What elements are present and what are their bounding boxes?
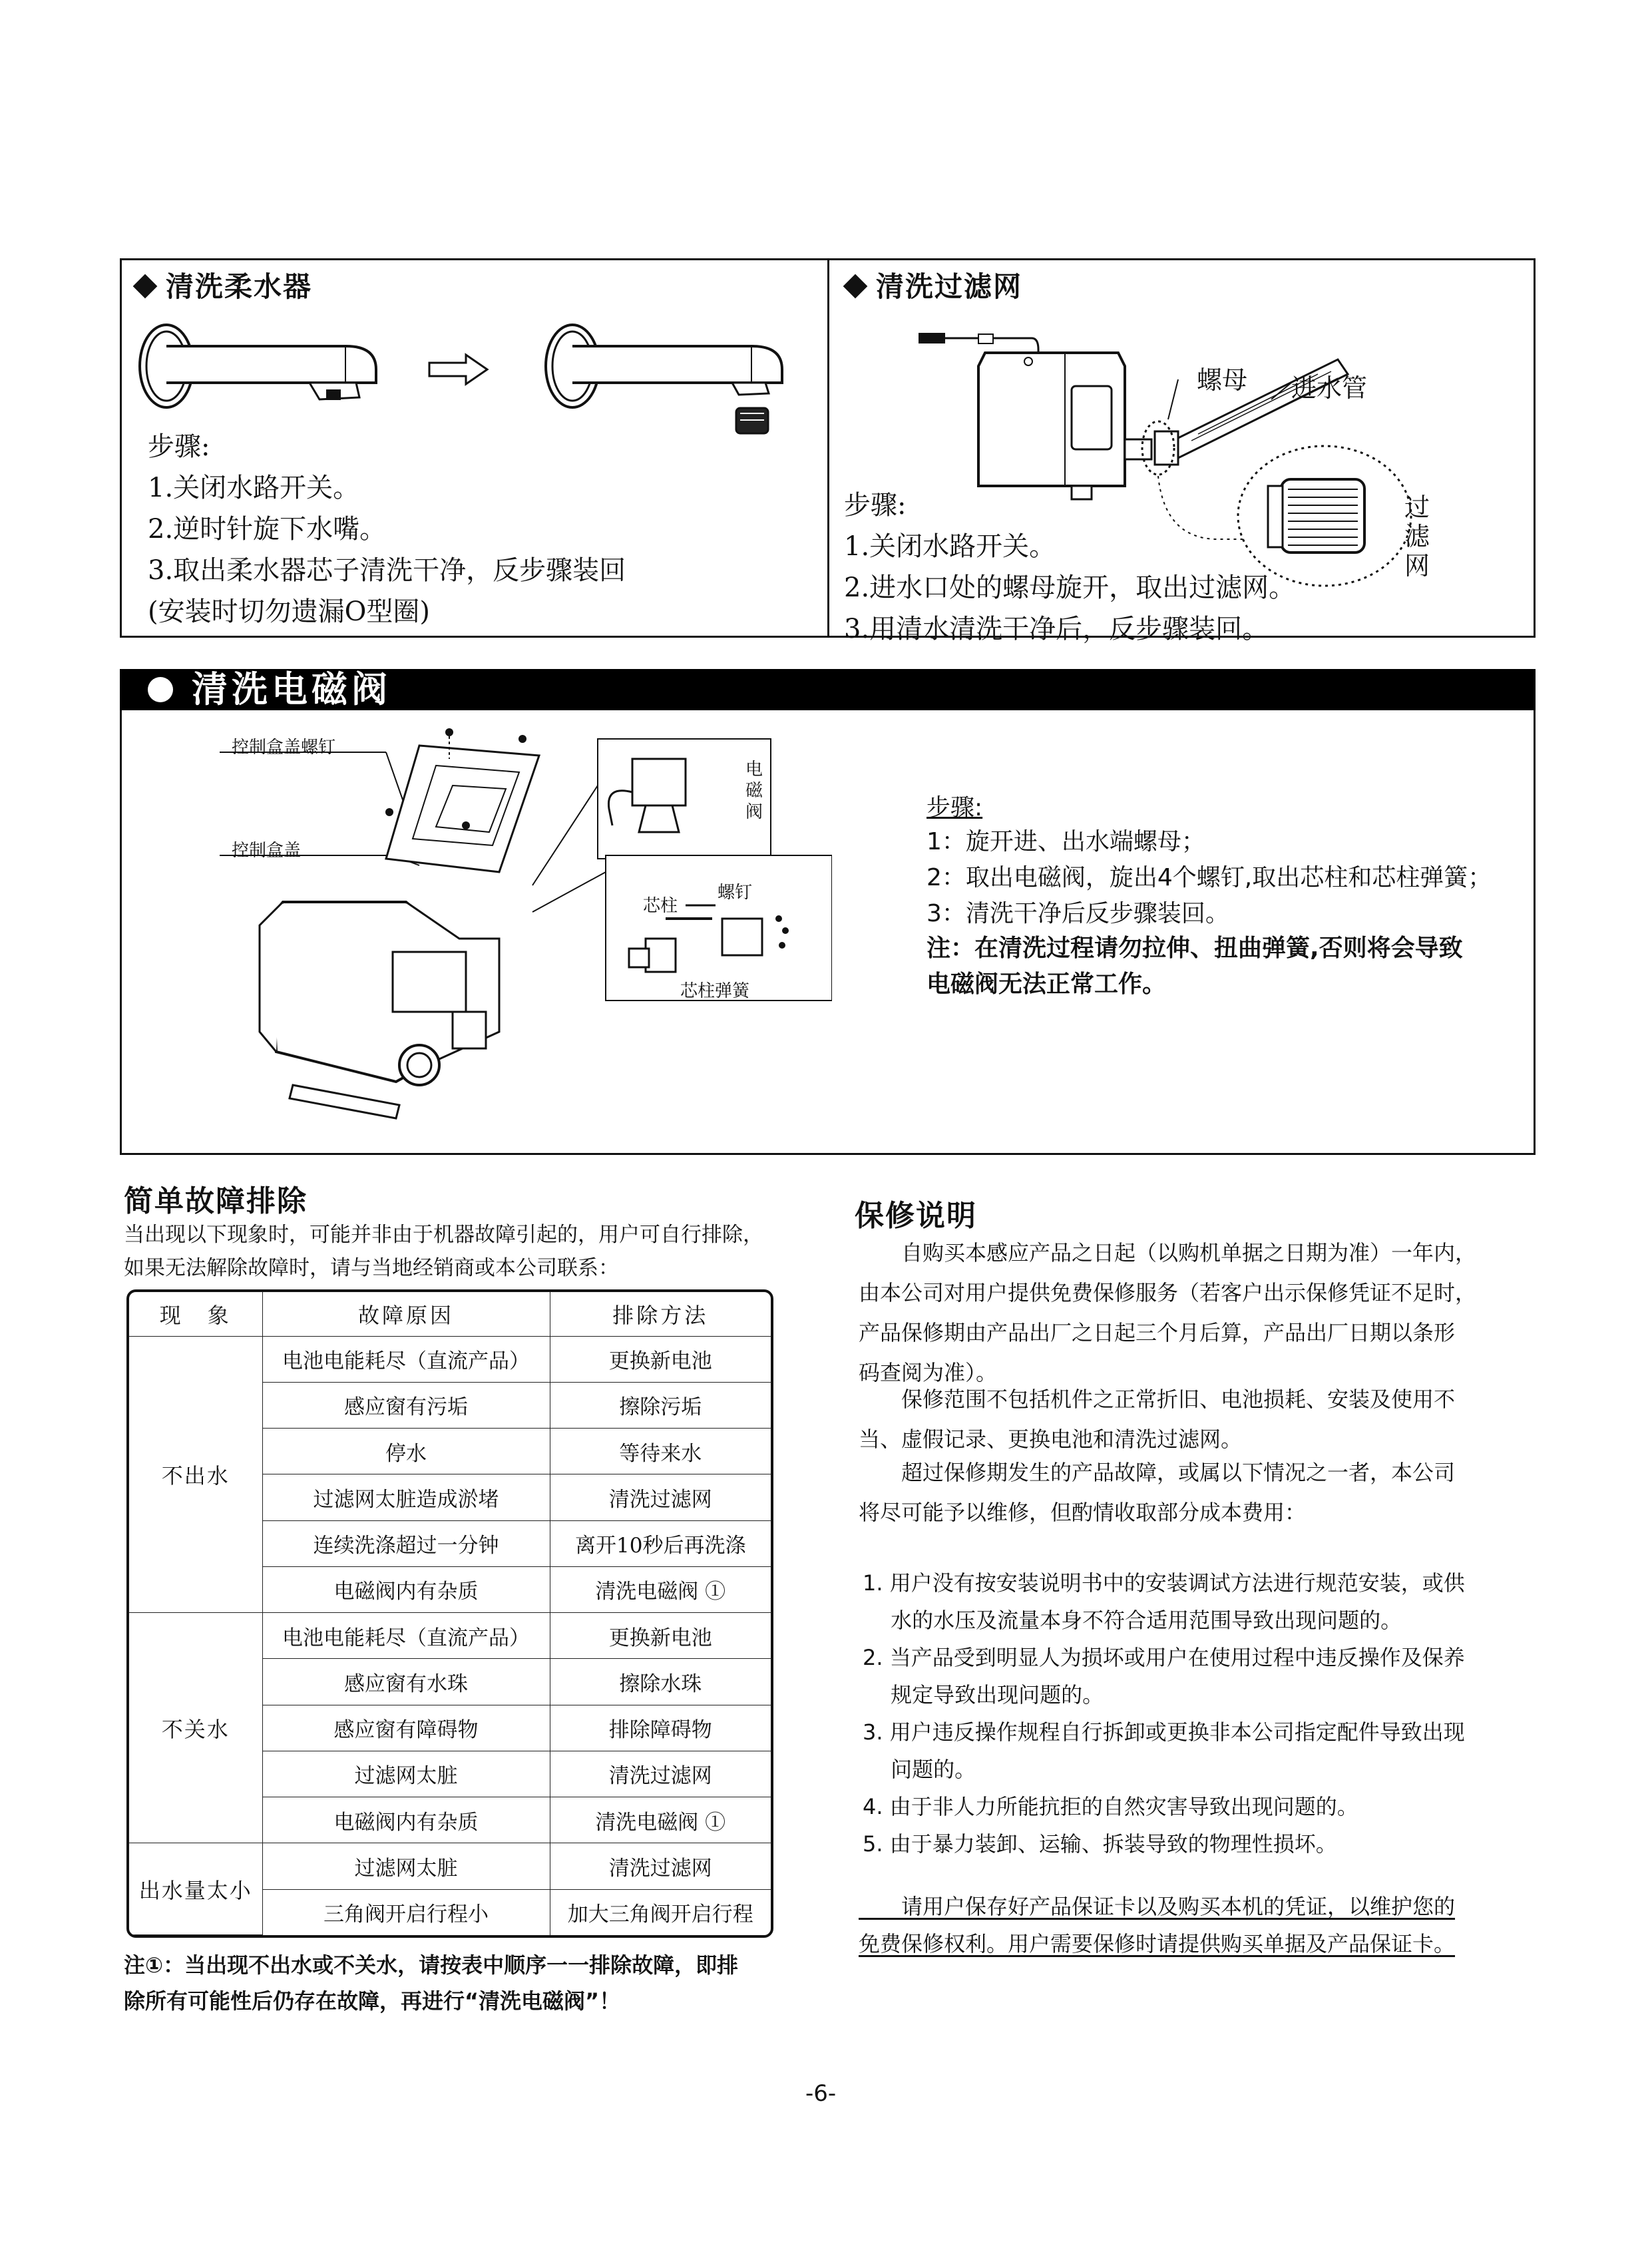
remedy-cell: 更换新电池 [550, 1336, 771, 1382]
solenoid-steps: 1：旋开进、出水端螺母； 2：取出电磁阀，旋出4个螺钉,取出芯柱和芯柱弹簧； 3：清洗干净后反步骤装回。 [927, 828, 1492, 927]
cover-screw-label: 控制盒盖螺钉 [232, 738, 336, 758]
remedy-cell: 离开10秒后再洗涤 [550, 1520, 771, 1566]
remedy-cell: 清洗过滤网 [550, 1843, 771, 1889]
remedy-cell: 清洗电磁阀 ① [550, 1566, 771, 1612]
header-symptom: 现 象 [129, 1292, 262, 1336]
table-row [129, 1336, 771, 1382]
troubleshooting-intro: 当出现以下现象时，可能并非由于机器故障引起的，用户可自行排除， 如果无法解除故障时，请与当地经销商或本公司联系： [124, 1223, 763, 1280]
symptom-cell: 不关水 [129, 1613, 262, 1843]
cause-cell: 感应窗有障碍物 [262, 1705, 550, 1751]
remedy-cell: 加大三角阀开启行程 [550, 1889, 771, 1935]
troubleshooting-title: 简单故障排除 [124, 1184, 308, 1218]
symptom-cell: 出水量太小 [129, 1843, 262, 1935]
diamond-bullet-icon [843, 274, 868, 298]
softener-title: 清洗柔水器 [166, 270, 313, 303]
solenoid-steps-heading: 步骤: [927, 794, 983, 821]
symptom-cell: 不出水 [129, 1336, 262, 1613]
header-cause: 故障原因 [262, 1292, 550, 1336]
remedy-cell: 排除障碍物 [550, 1705, 771, 1751]
inlet-pipe-label: 进水管 [1291, 373, 1368, 403]
header-remedy: 排除方法 [550, 1292, 771, 1336]
cause-cell: 连续洗涤超过一分钟 [262, 1520, 550, 1566]
cause-cell: 电池电能耗尽（直流产品） [262, 1336, 550, 1382]
softener-steps: 步骤: 1.关闭水路开关。 2.逆时针旋下水嘴。 3.取出柔水器芯子清洗干净，反步骤装回 (安装时切勿遗漏O型圈) [148, 431, 626, 627]
remedy-cell: 擦除水珠 [550, 1659, 771, 1705]
solenoid-note: 注：在清洗过程请勿拉伸、扭曲弹簧,否则将会导致 电磁阀无法正常工作。 [927, 935, 1463, 998]
remedy-cell: 清洗过滤网 [550, 1474, 771, 1520]
circle-bullet-icon [148, 677, 173, 702]
filter-screen-label: 过滤网 [1404, 493, 1430, 580]
filter-title: 清洗过滤网 [876, 270, 1023, 303]
warranty-paragraph-1: 自购买本感应产品之日起（以购机单据之日期为准）一年内， 由本公司对用户提供免费保修服务（若客户出示保修凭证不足时， 产品保修期由产品出厂之日起三个月后算，产品出厂日期以条形 码查阅为准）。 [859, 1240, 1477, 1385]
arrow-right-icon [426, 349, 493, 389]
troubleshooting-table [126, 1289, 773, 1938]
solenoid-illustration [220, 719, 832, 1138]
cause-cell: 停水 [262, 1429, 550, 1474]
cause-cell: 电磁阀内有杂质 [262, 1566, 550, 1612]
cause-cell: 感应窗有水珠 [262, 1659, 550, 1705]
filter-steps: 步骤: 1.关闭水路开关。 2.进水口处的螺母旋开，取出过滤网。 3.用清水清洗干净后，反步骤装回。 [844, 490, 1296, 644]
warranty-exclusions-list: 1. 用户没有按安装说明书中的安装调试方法进行规范安装，或供 水的水压及流量本身不符合适用范围导致出现问题的。 2. 当产品受到明显人为损坏或用户在使用过程中违反操作及保养 规定导致出现问题的。 3. 用户违反操作规程自行拆卸或更换非本公司指定配件导致出现 问题的。 4. 由于非人力所能抗拒的自然灾害导致出现问题的。 5. 由于暴力装卸、运输、拆装导致的物理性损坏。 [863, 1570, 1465, 1857]
warranty-paragraph-2: 保修范围不包括机件之正常折旧、电池损耗、安装及使用不 当、虚假记录、更换电池和清洗过滤网。 [859, 1387, 1456, 1452]
warranty-title: 保修说明 [855, 1199, 977, 1233]
cover-label: 控制盒盖 [232, 841, 302, 861]
solenoid-title: 清洗电磁阀 [192, 668, 391, 710]
remedy-cell: 等待来水 [550, 1429, 771, 1474]
cause-cell: 三角阀开启行程小 [262, 1889, 550, 1935]
cause-cell: 过滤网太脏 [262, 1843, 550, 1889]
softener-section-title [136, 265, 312, 305]
nut-label: 螺母 [1197, 365, 1248, 395]
table-row [129, 1843, 771, 1889]
cause-cell: 电池电能耗尽（直流产品） [262, 1613, 550, 1659]
table-row [129, 1613, 771, 1659]
screw-label: 螺钉 [718, 883, 753, 903]
panel-divider [827, 258, 829, 638]
valve-label: 电磁阀 [745, 760, 763, 822]
troubleshooting-note: 注①：当出现不出水或不关水，请按表中顺序一一排除故障，即排 除所有可能性后仍存在故障，再进行“清洗电磁阀”！ [124, 1952, 739, 2014]
cause-cell: 电磁阀内有杂质 [262, 1797, 550, 1843]
warranty-footer: 请用户保存好产品保证卡以及购买本机的凭证，以维护您的 免费保修权利。用户需要保修时请提供购买单据及产品保证卡。 [859, 1894, 1456, 1956]
cause-cell: 过滤网太脏 [262, 1751, 550, 1797]
remedy-cell: 擦除污垢 [550, 1382, 771, 1428]
diamond-bullet-icon [133, 274, 158, 298]
remedy-cell: 清洗电磁阀 ① [550, 1797, 771, 1843]
warranty-paragraph-3: 超过保修期发生的产品故障，或属以下情况之一者，本公司 将尽可能予以维修，但酌情收取部分成本费用： [859, 1460, 1456, 1525]
filter-section-title [847, 265, 1022, 305]
remedy-cell: 更换新电池 [550, 1613, 771, 1659]
cause-cell: 过滤网太脏造成淤堵 [262, 1474, 550, 1520]
remedy-cell: 清洗过滤网 [550, 1751, 771, 1797]
page-number: -6- [805, 2080, 837, 2107]
spring-label: 芯柱弹簧 [680, 981, 750, 1001]
table-header-row [129, 1292, 771, 1336]
core-label: 芯柱 [643, 896, 678, 916]
cause-cell: 感应窗有污垢 [262, 1382, 550, 1428]
